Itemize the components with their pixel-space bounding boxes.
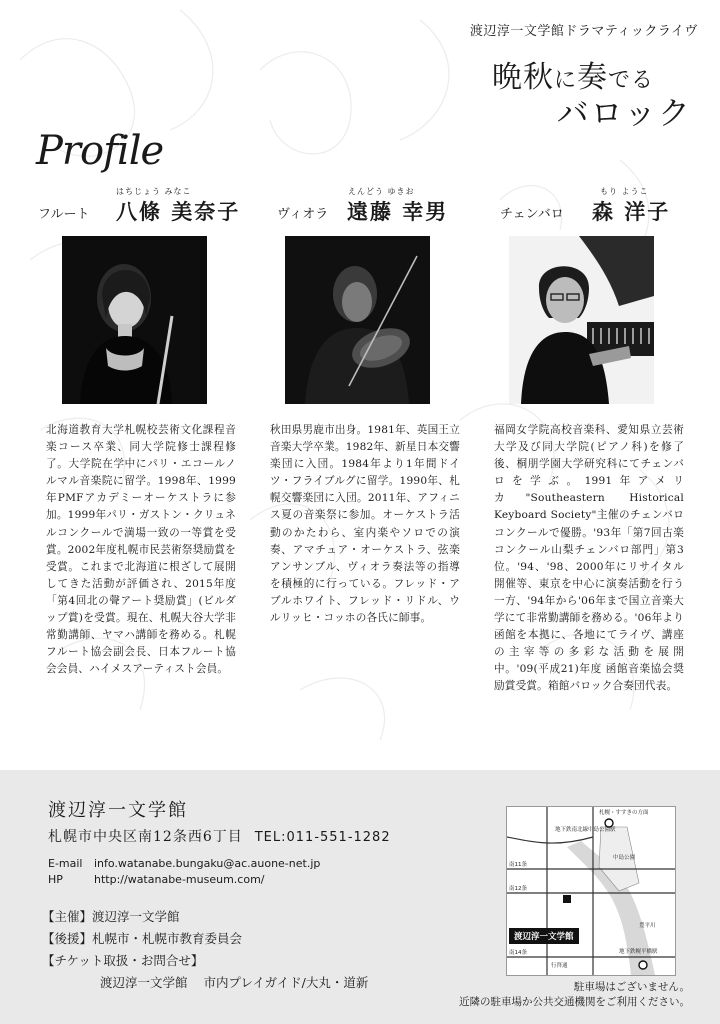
- event-title-part-b: に: [553, 68, 577, 93]
- performer-instrument: ヴィオラ: [277, 207, 329, 222]
- event-title-line2: バロック: [556, 94, 692, 132]
- map-label-street: 南14条: [509, 950, 527, 956]
- contact-info: [48, 856, 320, 888]
- event-title: [452, 52, 692, 132]
- map-label-road: 行啓通: [551, 963, 568, 969]
- performer-photo-harpsichord: [509, 236, 654, 404]
- performer-biography: 福岡女学院高校音楽科、愛知県立芸術大学及び同大学院(ピアノ科)を修了後、桐朋学園大学研究科にてチェンバロを学ぶ。1991年アメリカ"Southeastern Historical Keyboard Society"主催のチェンバロコンクールで優勝。'93年「第7回古楽コンクール山梨チェンバロ部門」第3位。'94、'98、2000年にリサイタル開催等、東京を中心に演奏活動を行う一方、'94年から'06年まで国立音楽大学にて非常勤講師を務める。'06年より函館を本拠に、各地にてライヴ、講座の主宰等の多彩な活動を展開中。'09(平成21)年度 函館音楽協会奨励賞受賞。箱館バロック合奏団代表。: [494, 424, 684, 693]
- ticket-outlet-other: 市内プレイガイド/大丸・道新: [203, 975, 369, 990]
- performer-biography: 北海道教育大学札幌校芸術文化課程音楽コース卒業、同大学院修士課程修了。大学院在学中にパリ・エコールノルマル音楽院に留学。1998年、1999年PMFアカデミーオーケストラに参加。1999年パリ・ガストン・クリュネルコンクールで満場一致の一等賞を受賞。2002年度札幌市民芸術祭奨励賞を受賞。これまで北海道に根ざして展開してきた活動が評価され、2015年度「第4回北の聲アート奨励賞」(ビルダップ賞)を受賞。現在、札幌大谷大学非常勤講師、ヤマハ講師を務める。札幌フルート協会副会長、日本フルート協会会員、ハイメスアーティスト会員。: [46, 424, 236, 676]
- event-credits: [42, 906, 368, 994]
- performer-name-reading: はちじょう みなこ: [116, 187, 192, 196]
- station-marker: [639, 961, 647, 969]
- event-series-label: 渡辺淳一文学館ドラマティックライヴ: [469, 24, 698, 39]
- profile-heading: Profile: [36, 128, 164, 174]
- tickets-heading: 【チケット取扱・お問合せ】: [42, 953, 204, 968]
- performer-instrument: チェンバロ: [500, 207, 564, 222]
- ticket-outlets: [42, 972, 368, 994]
- performer-name: 森 洋子: [592, 199, 671, 224]
- performer-biography: 秋田県男鹿市出身。1981年、英国王立音楽大学卒業。1982年、新星日本交響楽団に入団。1984年より1年間ドイツ・フライブルグに留学。1990年、札幌交響楽団に入団。2011年、アフィニス夏の音楽祭に参加。オーケストラ活動のかたわら、室内楽やソロでの演奏、アマチュア・オーケストラ、弦楽アンサンブル、ヴィオラ奏法等の指導を積極的に行っている。フレッド・アブルホワイト、フレッド・リドル、ウルリッヒ・コッホの各氏に師事。: [270, 424, 460, 625]
- phone-number: TEL:011-551-1282: [254, 830, 391, 845]
- map-label-park: 中島公園: [613, 855, 636, 861]
- performer-header-viola: [255, 187, 465, 228]
- map-label-river: 豊平川: [639, 923, 656, 929]
- venue-name: 渡辺淳一文学館: [48, 800, 188, 821]
- website-link[interactable]: http://watanabe-museum.com/: [94, 873, 265, 886]
- parking-line: 近隣の駐車場か公共交通機関をご利用ください。: [459, 996, 690, 1008]
- performer-photo-viola: [285, 236, 430, 404]
- performer-header-flute: [28, 187, 241, 228]
- museum-marker: [563, 895, 571, 903]
- hp-label: HP: [48, 873, 63, 886]
- performer-instrument: フルート: [38, 207, 90, 222]
- performer-name: 遠藤 幸男: [347, 199, 449, 224]
- event-title-part-d: でる: [607, 68, 654, 93]
- parking-line: 駐車場はございません。: [573, 981, 690, 993]
- ticket-outlet-venue: 渡辺淳一文学館: [100, 975, 188, 990]
- access-map: [506, 806, 676, 976]
- event-title-part-a: 晩秋: [491, 60, 554, 95]
- station-marker: [605, 819, 613, 827]
- performer-photo-flute: [62, 236, 207, 404]
- event-title-part-c: 奏: [576, 60, 608, 95]
- map-label-station: 地下鉄南北線中島公園駅: [555, 827, 616, 833]
- performer-header-harpsichord: [482, 187, 692, 228]
- email-label: E-mail: [48, 857, 83, 870]
- map-museum-label: 渡辺淳一文学館: [509, 928, 579, 944]
- support-line: 【後援】札幌市・札幌市教育委員会: [42, 931, 243, 946]
- venue-address: [48, 826, 391, 846]
- map-label-station: 地下鉄幌平橋駅: [619, 949, 658, 955]
- email-link[interactable]: info.watanabe.bungaku@ac.auone-net.jp: [94, 857, 321, 870]
- address-text: 札幌市中央区南12条西6丁目: [48, 829, 243, 845]
- map-label-street: 南11条: [509, 862, 527, 868]
- map-label-direction: 札幌・すすきの方面: [599, 810, 649, 816]
- map-label-street: 南12条: [509, 886, 527, 892]
- organizer-line: 【主催】渡辺淳一文学館: [42, 909, 180, 924]
- performer-name: 八條 美奈子: [116, 199, 241, 224]
- parking-notice: [459, 980, 690, 1010]
- performer-name-reading: もり ようこ: [600, 187, 649, 196]
- performer-name-reading: えんどう ゆきお: [348, 187, 415, 196]
